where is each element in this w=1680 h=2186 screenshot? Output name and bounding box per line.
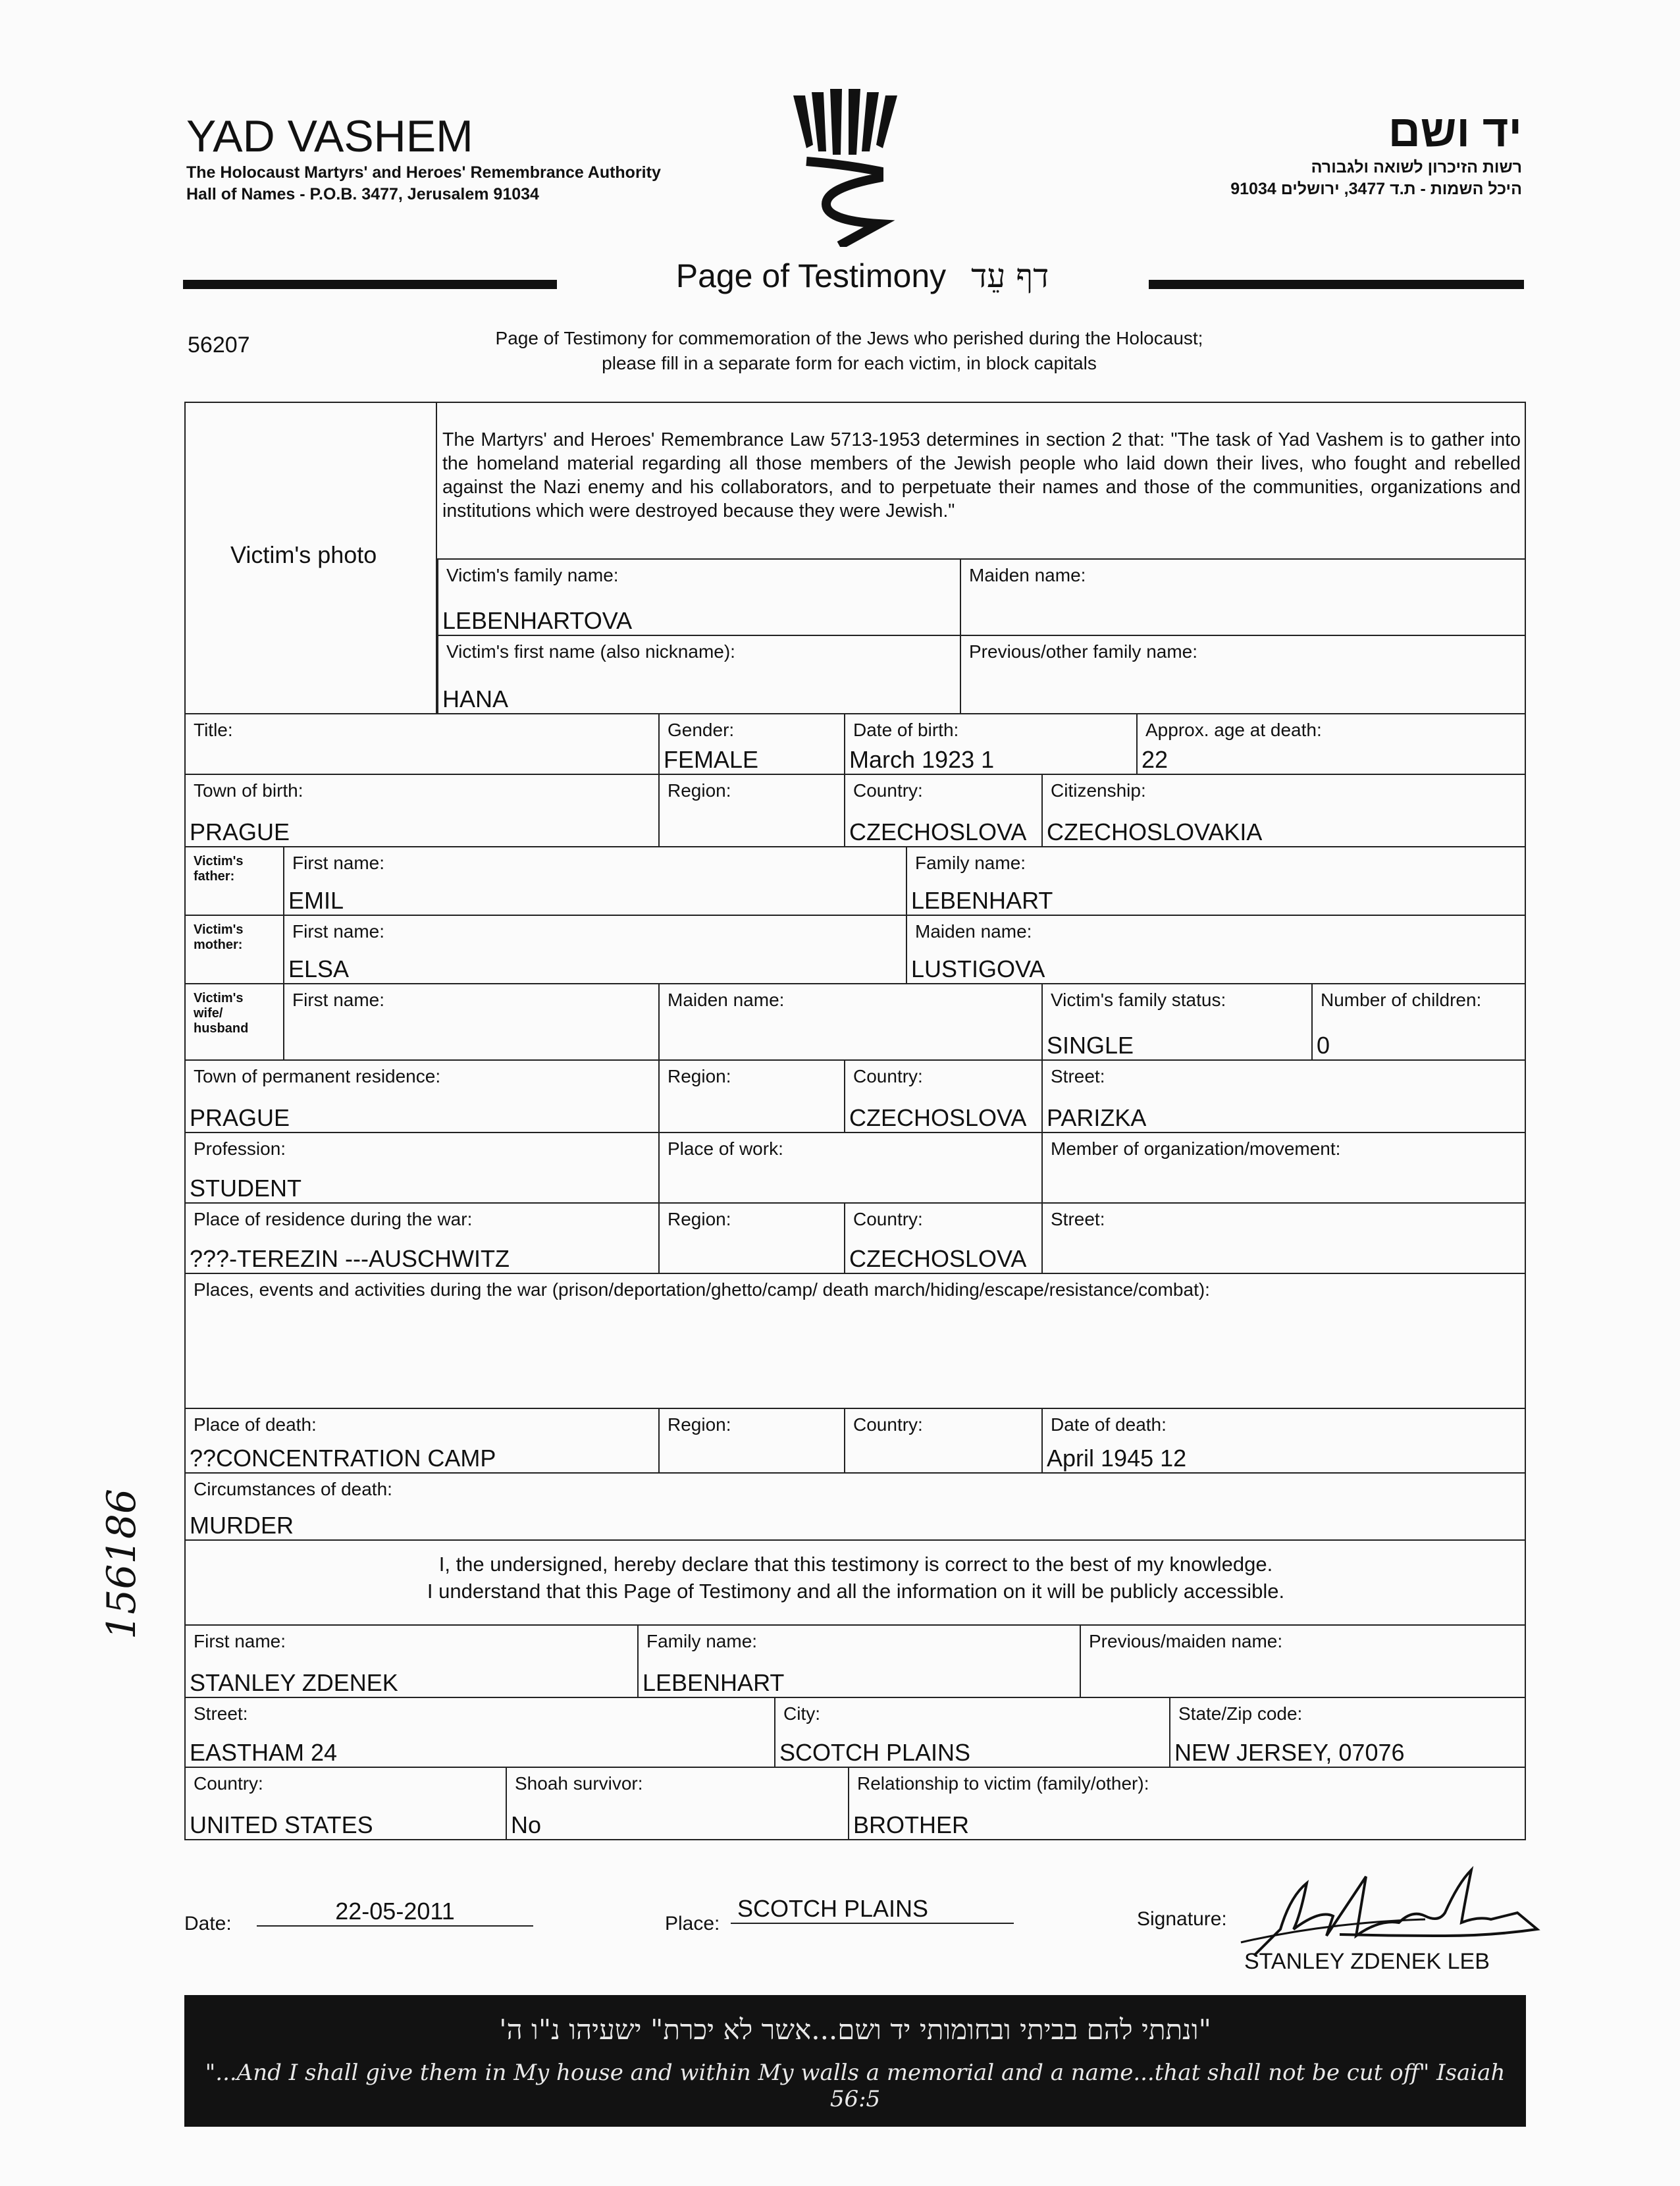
spouse-first-label: First name: [292,990,385,1010]
family-status-label: Victim's family status: [1051,990,1226,1010]
res-street-value: PARIZKA [1047,1104,1147,1131]
mother-first-cell[interactable] [284,916,907,984]
profession-cell[interactable] [184,1133,660,1204]
res-country-cell[interactable] [845,1061,1043,1133]
res-country-value: CZECHOSLOVA [849,1104,1027,1131]
prev-family-label: Previous/other family name: [969,641,1198,662]
citizenship-label: Citizenship: [1051,780,1146,801]
sub-family-cell[interactable] [639,1624,1081,1698]
mother-maiden-value: LUSTIGOVA [911,955,1045,982]
father-label: Victim's father: [194,854,244,884]
date-death-label: Date of death: [1051,1414,1167,1435]
citizenship-value: CZECHOSLOVAKIA [1047,818,1263,845]
res-country-label: Country: [853,1066,923,1086]
town-birth-cell[interactable] [184,775,660,847]
banner-english: "...And I shall give them in My house and within My walls a memorial and a name...that shall not be cut off" Isaiah 56:5 [205,2060,1506,2112]
place-label: Place: [665,1913,720,1934]
title-rule-left [183,280,557,289]
workplace-label: Place of work: [668,1138,783,1159]
date-death-value: April 1945 12 [1047,1445,1187,1472]
banner-hebrew: "ונתתי להם בביתי ובחומותי יד ושם...אשר לא יכרת" ישעיהו נ"ו ה' [499,2013,1211,2046]
sub-relationship-label: Relationship to victim (family/other): [857,1773,1149,1794]
res-region-cell[interactable] [660,1061,845,1133]
mother-tag-cell [184,916,284,984]
father-first-value: EMIL [288,887,344,914]
sub-prev-label: Previous/maiden name: [1089,1631,1283,1651]
org-name-he: יד ושם [1388,106,1522,156]
place-death-cell[interactable] [184,1409,660,1474]
org-block-he [1230,105,1522,200]
sub-country-label: Country: [194,1773,263,1794]
children-value: 0 [1317,1032,1330,1059]
maiden-name-cell[interactable] [961,558,1526,636]
sub-street-cell[interactable] [184,1698,775,1768]
sub-city-value: SCOTCH PLAINS [779,1739,971,1766]
war-street-cell[interactable] [1043,1204,1526,1274]
family-status-cell[interactable] [1043,984,1313,1061]
age-label: Approx. age at death: [1145,720,1322,740]
death-region-cell[interactable] [660,1409,845,1474]
sub-city-label: City: [783,1703,820,1724]
town-res-cell[interactable] [184,1061,660,1133]
father-family-value: LEBENHART [911,887,1053,914]
sub-family-label: Family name: [646,1631,758,1651]
war-region-label: Region: [668,1209,731,1229]
family-name-cell[interactable] [437,558,961,636]
law-text: The Martyrs' and Heroes' Remembrance Law 5713-1953 determines in section 2 that: "The task of Yad Vashem is to gather into the homeland material regarding all those members of the Jewish people who laid down their lives, who fought and rebelled against the Nazi enemy and his collaborators, and to perpetuate their names and those of the communities, organizations and institutions which were destroyed because they were Jewish." [442,429,1521,521]
declaration-line-1: I, the undersigned, hereby declare that this testimony is correct to the best of my knowledge. [438,1553,1273,1576]
war-country-cell[interactable] [845,1204,1043,1274]
sub-state-value: NEW JERSEY, 07076 [1174,1739,1405,1766]
places-events-label: Places, events and activities during the war (prison/deportation/ghetto/camp/ death march/hiding/escape/resistance/combat): [194,1279,1210,1300]
title-label: Title: [194,720,233,740]
sub-street-label: Street: [194,1703,248,1724]
sub-family-value: LEBENHART [643,1669,785,1696]
sub-relationship-value: BROTHER [853,1811,970,1838]
gender-value: FEMALE [664,746,759,773]
date-value[interactable]: 22-05-2011 [257,1898,533,1927]
form-id: 56207 [188,333,250,358]
war-res-value: ???-TEREZIN ---AUSCHWITZ [190,1245,510,1272]
member-org-cell[interactable] [1043,1133,1526,1204]
declaration [191,1551,1521,1605]
sub-state-cell[interactable] [1170,1698,1526,1768]
war-res-label: Place of residence during the war: [194,1209,473,1229]
spouse-label: Victim's wife/ husband [194,991,249,1036]
father-first-label: First name: [292,853,385,873]
gender-cell[interactable] [660,714,845,775]
org-block-en [186,111,661,205]
profession-label: Profession: [194,1138,286,1159]
place-death-value: ??CONCENTRATION CAMP [190,1445,496,1472]
first-name-label: Victim's first name (also nickname): [446,641,735,662]
family-name-value: LEBENHARTOVA [442,607,633,634]
children-cell[interactable] [1313,984,1526,1061]
res-street-cell[interactable] [1043,1061,1526,1133]
page-title [592,257,1132,295]
margin-handwritten-number: 156186 [99,1488,145,1639]
birth-country-cell[interactable] [845,775,1043,847]
mother-maiden-cell[interactable] [907,916,1526,984]
mother-first-label: First name: [292,921,385,942]
dob-value: March 1923 1 [849,746,995,773]
date-death-cell[interactable] [1043,1409,1526,1474]
children-label: Number of children: [1321,990,1482,1010]
father-family-cell[interactable] [907,847,1526,916]
org-name-en: YAD VASHEM [186,111,473,161]
sub-country-cell[interactable] [184,1768,507,1840]
subtitle-line-1: Page of Testimony for commemoration of the Jews who perished during the Holocaust; [495,328,1203,348]
spouse-maiden-cell[interactable] [660,984,1043,1061]
age-cell[interactable] [1138,714,1526,775]
circumstances-value: MURDER [190,1512,294,1539]
war-res-cell[interactable] [184,1204,660,1274]
age-value: 22 [1142,746,1168,773]
photo-label: Victim's photo [230,541,377,568]
sub-first-label: First name: [194,1631,286,1651]
org-sub-en: The Holocaust Martyrs' and Heroes' Remembrance Authority [186,163,661,182]
title-cell[interactable] [184,714,660,775]
gender-label: Gender: [668,720,735,740]
war-region-cell[interactable] [660,1204,845,1274]
circumstances-label: Circumstances of death: [194,1479,392,1499]
sub-survivor-cell[interactable] [507,1768,849,1840]
date-label: Date: [184,1913,232,1934]
mother-first-value: ELSA [288,955,350,982]
title-rule-right [1149,280,1524,289]
sub-country-value: UNITED STATES [190,1811,373,1838]
birth-region-label: Region: [668,780,731,801]
death-region-label: Region: [668,1414,731,1435]
quote-banner [184,1995,1526,2127]
places-events-cell[interactable] [184,1274,1526,1409]
birth-region-cell[interactable] [660,775,845,847]
first-name-value: HANA [442,685,509,712]
town-birth-label: Town of birth: [194,780,303,801]
org-addr-en: Hall of Names - P.O.B. 3477, Jerusalem 91034 [186,185,539,203]
dob-label: Date of birth: [853,720,959,740]
family-status-value: SINGLE [1047,1032,1134,1059]
father-tag-cell [184,847,284,916]
sub-prev-cell[interactable] [1081,1624,1526,1698]
dob-cell[interactable] [845,714,1138,775]
profession-value: STUDENT [190,1175,302,1202]
mother-label: Victim's mother: [194,922,244,952]
subtitle-line-2: please fill in a separate form for each victim, in block capitals [602,353,1097,373]
sub-first-cell[interactable] [184,1624,639,1698]
sub-state-label: State/Zip code: [1178,1703,1303,1724]
page-title-he: דף עֵד [971,257,1049,295]
war-country-label: Country: [853,1209,923,1229]
place-death-label: Place of death: [194,1414,317,1435]
town-birth-value: PRAGUE [190,818,290,845]
signature-label: Signature: [1137,1908,1227,1930]
death-country-label: Country: [853,1414,923,1435]
declaration-line-2: I understand that this Page of Testimony and all the information on it will be publicly accessible. [427,1580,1285,1603]
res-street-label: Street: [1051,1066,1105,1086]
mother-maiden-label: Maiden name: [915,921,1032,942]
town-res-value: PRAGUE [190,1104,290,1131]
father-first-cell[interactable] [284,847,907,916]
sub-first-value: STANLEY ZDENEK [190,1669,398,1696]
sub-street-value: EASTHAM 24 [190,1739,338,1766]
citizenship-cell[interactable] [1043,775,1526,847]
prev-family-cell[interactable] [961,636,1526,714]
town-res-label: Town of permanent residence: [194,1066,441,1086]
spouse-tag-cell [184,984,284,1061]
yad-vashem-logo [787,89,905,247]
member-org-label: Member of organization/movement: [1051,1138,1341,1159]
spouse-first-cell[interactable] [284,984,660,1061]
place-value[interactable]: SCOTCH PLAINS [731,1895,1014,1924]
death-country-cell[interactable] [845,1409,1043,1474]
first-name-cell[interactable] [437,636,961,714]
father-family-label: Family name: [915,853,1026,873]
sub-survivor-value: No [511,1811,542,1838]
maiden-name-label: Maiden name: [969,565,1086,585]
war-country-value: CZECHOSLOVA [849,1245,1027,1272]
war-street-label: Street: [1051,1209,1105,1229]
sub-city-cell[interactable] [775,1698,1170,1768]
spouse-maiden-label: Maiden name: [668,990,785,1010]
workplace-cell[interactable] [660,1133,1043,1204]
sub-relationship-cell[interactable] [849,1768,1526,1840]
signature-name: STANLEY ZDENEK LEB [1244,1949,1490,1974]
circumstances-cell[interactable] [184,1474,1526,1541]
subtitle [421,326,1277,376]
org-addr-he: היכל השמות - ת.ד 3477, ירושלים 91034 [1230,180,1522,198]
signature-scribble [1228,1857,1544,1962]
org-sub-he: רשות הזיכרון לשואה ולגבורה [1311,158,1522,176]
birth-country-value: CZECHOSLOVA [849,818,1027,845]
family-name-label: Victim's family name: [446,565,619,585]
sub-survivor-label: Shoah survivor: [515,1773,643,1794]
birth-country-label: Country: [853,780,923,801]
page-title-en: Page of Testimony [675,257,947,294]
res-region-label: Region: [668,1066,731,1086]
